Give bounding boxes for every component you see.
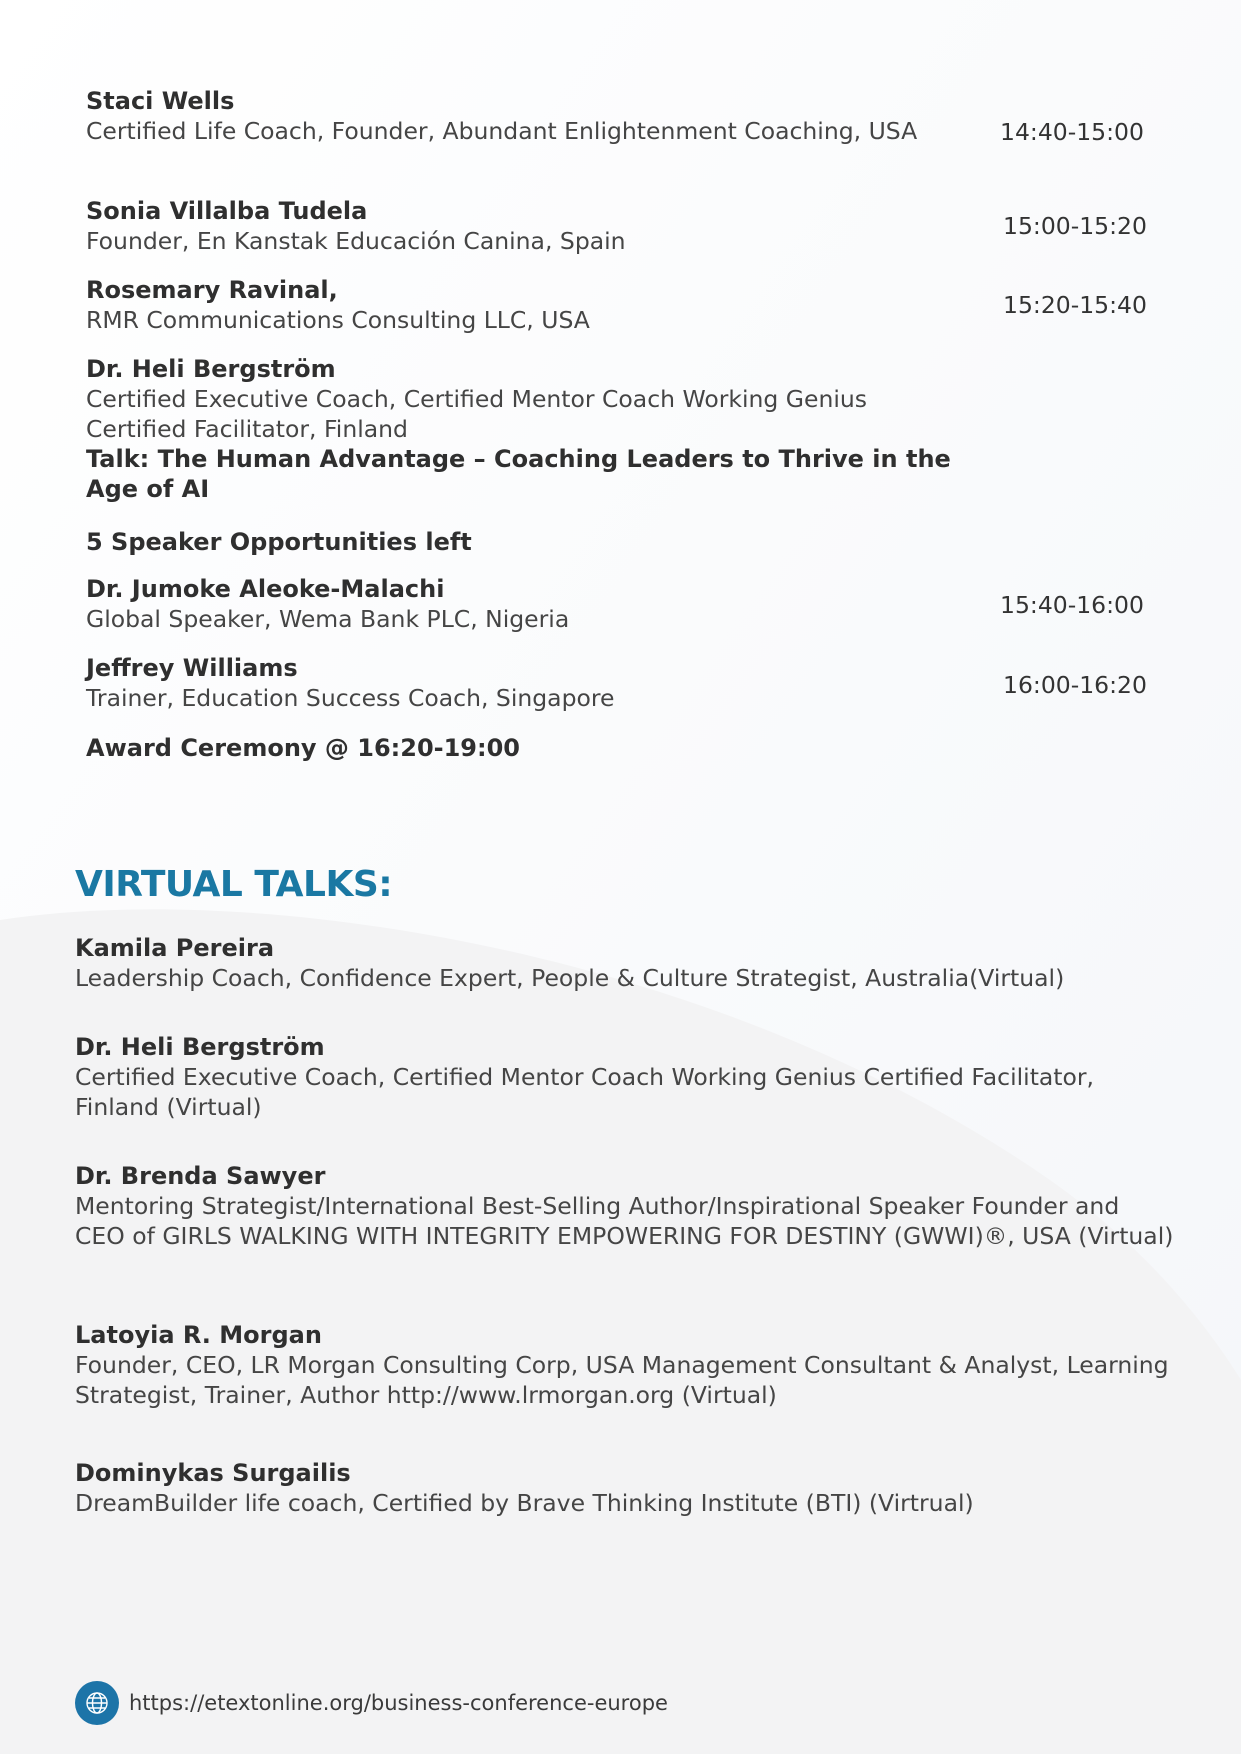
speaker-description: Trainer, Education Success Coach, Singapore	[86, 684, 615, 712]
award-ceremony: Award Ceremony @ 16:20-19:00	[86, 734, 521, 762]
speaker-name: Dr. Jumoke Aleoke-Malachi	[86, 575, 445, 603]
speaker-name: Jeffrey Williams	[86, 654, 298, 682]
speaker-name: Kamila Pereira	[75, 934, 275, 962]
speaker-name: Dominykas Surgailis	[75, 1459, 351, 1487]
speaker-name: Staci Wells	[86, 87, 235, 115]
speaker-description: Certified Executive Coach, Certified Mentor Coach Working Genius Certified Facilitator, Finland	[86, 385, 868, 443]
speaker-name: Rosemary Ravinal,	[86, 276, 338, 304]
website-link[interactable]: https://etextonline.org/business-conference-europe	[129, 1691, 668, 1715]
speaker-description: Certified Life Coach, Founder, Abundant Enlightenment Coaching, USA	[86, 117, 918, 145]
schedule-item	[86, 275, 966, 335]
section-title: VIRTUAL TALKS:	[75, 864, 393, 905]
speaker-description: Global Speaker, Wema Bank PLC, Nigeria	[86, 605, 570, 633]
time-slot: 15:40-16:00	[1000, 591, 1144, 619]
schedule-item	[86, 196, 966, 256]
virtual-item	[75, 1458, 1175, 1518]
virtual-item	[75, 1032, 1175, 1122]
time-slot: 14:40-15:00	[1000, 118, 1144, 146]
speaker-description: Leadership Coach, Confidence Expert, People & Culture Strategist, Australia(Virtual)	[75, 964, 1065, 992]
globe-icon	[75, 1681, 119, 1725]
schedule-item	[86, 354, 966, 504]
speaker-name: Dr. Heli Bergström	[75, 1033, 325, 1061]
virtual-item	[75, 1161, 1175, 1251]
speaker-description: Founder, En Kanstak Educación Canina, Spain	[86, 227, 626, 255]
schedule-item	[86, 574, 966, 634]
time-slot: 15:20-15:40	[1003, 291, 1147, 319]
virtual-item	[75, 1320, 1175, 1410]
speaker-description: DreamBuilder life coach, Certified by Brave Thinking Institute (BTI) (Virtrual)	[75, 1489, 974, 1517]
speaker-description: RMR Communications Consulting LLC, USA	[86, 306, 590, 334]
speaker-name: Dr. Heli Bergström	[86, 355, 336, 383]
virtual-item	[75, 933, 1175, 993]
schedule-item	[86, 86, 966, 146]
talk-title: Talk: The Human Advantage – Coaching Leaders to Thrive in the Age of AI	[86, 445, 951, 503]
time-slot: 16:00-16:20	[1003, 671, 1147, 699]
speaker-description: Mentoring Strategist/International Best-Selling Author/Inspirational Speaker Founder and CEO of GIRLS WALKING WITH INTEGRITY EMPOWERING FOR DESTINY (GWWI)®, USA (Virtual)	[75, 1192, 1174, 1250]
speaker-name: Dr. Brenda Sawyer	[75, 1162, 326, 1190]
speaker-opportunities: 5 Speaker Opportunities left	[86, 528, 472, 556]
schedule-item	[86, 653, 966, 713]
speaker-description: Certified Executive Coach, Certified Mentor Coach Working Genius Certified Facilitator, Finland (Virtual)	[75, 1063, 1095, 1121]
speaker-description: Founder, CEO, LR Morgan Consulting Corp, USA Management Consultant & Analyst, Learning Strategist, Trainer, Author http://www.lrmorgan.org (Virtual)	[75, 1351, 1169, 1409]
speaker-name: Sonia Villalba Tudela	[86, 197, 368, 225]
footer	[75, 1681, 668, 1725]
speaker-name: Latoyia R. Morgan	[75, 1321, 322, 1349]
time-slot: 15:00-15:20	[1003, 212, 1147, 240]
